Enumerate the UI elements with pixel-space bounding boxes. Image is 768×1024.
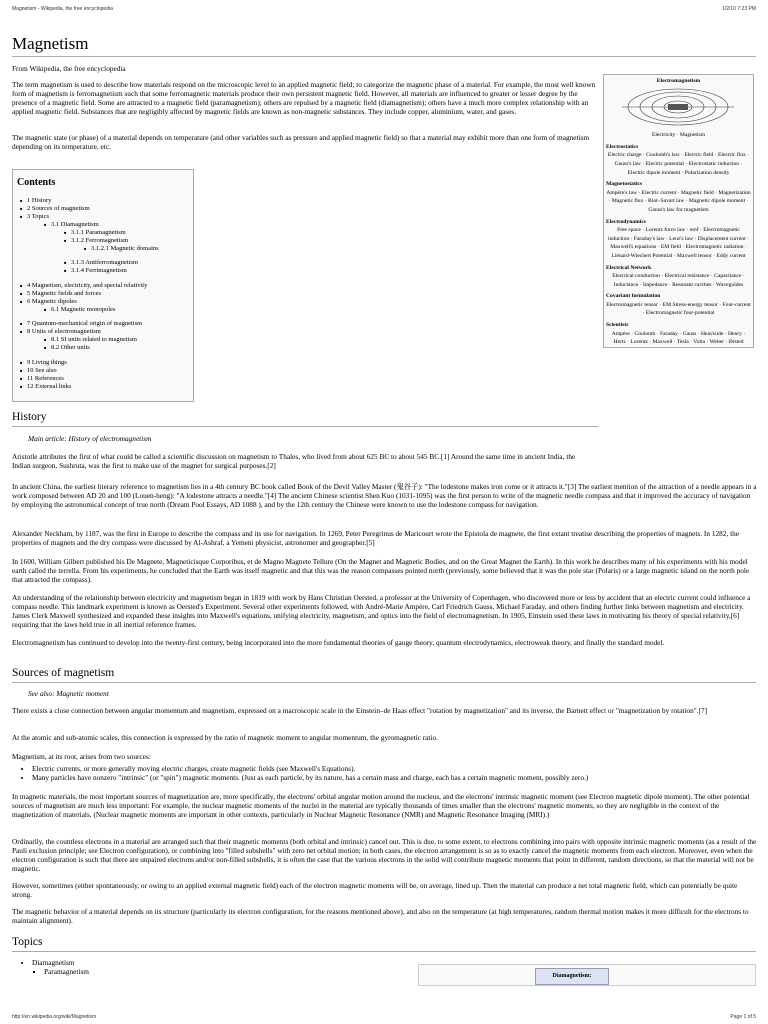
topics-list [32, 958, 412, 976]
main-article-link[interactable]: Main article: History of electromagnetism [28, 434, 152, 443]
header-datetime: 1/2/10 7:23 PM [722, 6, 756, 12]
infobox-section-links[interactable]: Electromagnetic tensor · EM Stress-energy tensor · Four-current · Electromagnetic four-potential [606, 301, 751, 317]
history-paragraph-4: In 1600, William Gilbert published his De Magnete, Magneticisque Corporibus, et de Magno Magnete Tellure (On the Magnet and Magnetic Bodies, and on the Great Magnet the Earth). In this work he describes many of his experiments with his model earth called the terrella. From his experiments, he concluded that the Earth was itself magnetic and that this was the reason compasses pointed north (previously, some believed that it was the pole star (Polaris) or a large magnetic island on the north pole that attracted the compass). [12, 557, 750, 584]
toc-title: Contents [17, 177, 56, 188]
see-also-link[interactable]: See also: Magnetic moment [28, 689, 109, 698]
section-divider [12, 426, 598, 427]
list-item: • Many particles have nonzero "intrinsic" (or "spin") magnetic moments. (Just as each particle, by its nature, has a certain mass and charge, each has a certain magnetic moment, possibly zero.) [32, 773, 767, 782]
toc-item[interactable]: ■ 8.2 Other units [51, 344, 90, 352]
toc-item[interactable]: ■ 9 Living things [27, 359, 67, 367]
history-paragraph-6: Electromagnetism has continued to develop into the twenty-first century, being incorporated into the more fundamental theories of gauge theory, quantum electrodynamics, electroweak theory, and finally the standard model. [12, 638, 665, 647]
list-item[interactable]: ▪ Paramagnetism [44, 967, 412, 976]
sources-paragraph-5: Ordinarily, the countless electrons in a material are arranged such that their magnetic moments (both orbital and intrinsic) cancel out. This is due, to some extent, to electrons combining into pairs with opposite intrinsic magnetic moments (as a result of the Pauli exclusion principle; see Electron configuration), or combining into "filled subshells" with zero net orbital motion; in both cases, the electron arrangement is so as to exactly cancel the magnetic moments from each electron. Moreover, even when the electron configuration is such that there are unpaired electrons and/or non-filled subshells, it is often the case that the various electrons in the solid will contribute magnetic moments that point in different, random directions, so that the material will not be magnetic. [12, 837, 757, 873]
footer-page-number: Page 1 of 5 [730, 1014, 756, 1020]
toc-item[interactable]: ■ 3.1.1 Paramagnetism [71, 229, 126, 237]
print-footer [12, 1014, 756, 1020]
sources-paragraph-4: In magnetic materials, the most important sources of magnetization are, more specifically, the electrons' orbital angular motion around the nucleus, and the electrons' intrinsic magnetic moment (see Electron magnetic dipole moment). The other potential sources of magnetism are much less important: For example, the nuclear magnetic moments of the nuclei in the material are typically thousands of times smaller than the electrons' magnetic moments, so they are negligible in the context of the magnetization of materials. (Nuclear magnetic moments are important in other contexts, particularly in Nuclear Magnetic Resonance (NMR) and Magnetic Resonance Imaging (MRI).) [12, 792, 750, 819]
title-divider [12, 56, 756, 57]
toc-item[interactable]: ■ 4 Magnetism, electricity, and special relativity [27, 282, 147, 290]
table-of-contents [12, 169, 194, 402]
infobox-section-heading: Magnetostatics [606, 181, 643, 188]
footer-url: http://en.wikipedia.org/wiki/Magnetism [12, 1014, 97, 1020]
sources-paragraph-7: The magnetic behavior of a material depends on its structure (particularly its electron configuration, for the reasons mentioned above), and also on the temperature (at high temperatures, random thermal motion makes it more difficult for the electrons to maintain alignment). [12, 907, 749, 925]
diamagnetism-figure [418, 964, 756, 986]
toc-item[interactable]: ■ 11 References [27, 375, 64, 383]
infobox-section-links[interactable]: Ampère · Coulomb · Faraday · Gauss · Heaviside · Henry · Hertz · Lorentz · Maxwell · Tesla · Volta · Weber · Ørsted [611, 330, 746, 346]
toc-item[interactable]: ■ 3 Topics [27, 213, 49, 221]
magnetic-field-lines-icon [604, 86, 753, 128]
toc-item[interactable]: ■ 3.1.2.1 Magnetic domains [91, 245, 159, 253]
print-header [12, 6, 756, 12]
infobox-caption[interactable]: Electricity · Magnetism [651, 132, 706, 139]
infobox-title[interactable]: Electromagnetism [656, 78, 701, 84]
toc-item[interactable]: ■ 5 Magnetic fields and forces [27, 290, 101, 298]
page-title: Magnetism [12, 34, 89, 53]
list-item: • Electric currents, or more generally moving electric charges, create magnetic fields (see Maxwell's Equations). [32, 764, 767, 773]
section-divider [12, 951, 756, 952]
toc-item[interactable]: ■ 8.1 SI units related to magnetism [51, 336, 137, 344]
electromagnetism-infobox [603, 74, 754, 348]
sources-paragraph-6: However, sometimes (either spontaneously, or owing to an applied external magnetic field) each of the electron magnetic moments will be, on average, lined up. Then the material can produce a net total magnetic field, which can potentially be quite strong. [12, 881, 738, 899]
toc-item[interactable]: ■ 8 Units of electromagnetism [27, 328, 101, 336]
toc-item[interactable]: ■ 3.1 Diamagnetism [51, 221, 99, 229]
toc-item[interactable]: ■ 12 External links [27, 383, 71, 391]
history-paragraph-3: Alexander Neckham, by 1187, was the first in Europe to describe the compass and its use for navigation. In 1269, Peter Peregrinus de Maricourt wrote the Epistola de magnete, the first extant treatise describing the properties of magnets. In 1282, the properties of magnets and the dry compass were discussed by Al-Ashraf, a Yemeni physicist, astronomer and geographer.[5] [12, 529, 739, 547]
toc-item[interactable]: ■ 6 Magnetic dipoles [27, 298, 77, 306]
toc-item[interactable]: ■ 7 Quantum-mechanical origin of magnetism [27, 320, 142, 328]
infobox-section-links[interactable]: Ampère's law · Electric current · Magnetic field · Magnetization · Magnetic flux · Biot–Savart law · Magnetic dipole moment · Gauss's law for magnetism [606, 189, 751, 213]
history-paragraph-2: In ancient China, the earliest literary reference to magnetism lies in a 4th century BC book called Book of the Devil Valley Master (鬼谷子): "The lodestone makes iron come or it attracts it."[3] The earliest mention of the attraction of a needle appears in a work composed between AD 20 and 100 (Louen-heng): "A lodestone attracts a needle."[4] The ancient Chinese scientist Shen Kuo (1031-1095) was the first person to write of the magnetic needle compass and that it improved the accuracy of navigation by employing the astronomical concept of true north (Dream Pool Essays, AD 1088 ), and by the 12th century the Chinese were known to use the lodestone compass for navigation. [12, 482, 757, 509]
intro-paragraph-1: The term magnetism is used to describe how materials respond on the microscopic level to an applied magnetic field; to categorize the magnetic phase of a material. For example, the most well known form of magnetism is ferromagnetism such that some ferromagnetic materials produce their own persistent magnetic field. However, all materials are influenced to greater or lesser degree by the presence of a magnetic field. Some are attracted to a magnetic field (paramagnetism); others are repulsed by a magnetic field (diamagnetism); others have a much more complex relationship with an applied magnetic field. Substances that are negligibly affected by magnetic fields are known as non-magnetic substances. They include copper, aluminium, water, and gases. [12, 80, 596, 116]
toc-item[interactable]: ■ 2 Sources of magnetism [27, 205, 90, 213]
infobox-section-heading: Electrodynamics [606, 218, 646, 225]
history-paragraph-5: An understanding of the relationship between electricity and magnetism began in 1819 with work by Hans Christian Oersted, a professor at the University of Copenhagen, who discovered more or less by accident that an electric current could influence a compass needle. This landmark experiment is known as Oersted's Experiment. Several other experiments followed, with André-Marie Ampère, Carl Friedrich Gauss, Michael Faraday, and others finding further links between magnetism and electricity. James Clerk Maxwell synthesized and expanded these insights into Maxwell's equations, unifying electricity, magnetism, and optics into the field of electromagnetism. In 1905, Einstein used these laws in motivating his theory of special relativity,[6] requiring that the laws held true in all inertial reference frames. [12, 593, 751, 629]
infobox-section-links[interactable]: Electrical conduction · Electrical resistance · Capacitance · Inductance · Impedance · Resonant cavities · Waveguides [612, 273, 745, 288]
list-item[interactable]: • Diamagnetism [32, 958, 412, 967]
infobox-section-heading: Electrostatics [606, 143, 639, 150]
header-page-title: Magnetism - Wikipedia, the free encyclopedia [12, 6, 113, 12]
section-heading-sources: Sources of magnetism [12, 667, 115, 679]
toc-item[interactable]: ■ 6.1 Magnetic monopoles [51, 306, 115, 314]
sources-paragraph-2: At the atomic and sub-atomic scales, this connection is expressed by the ratio of magnetic moment to angular momentum, the gyromagnetic ratio. [12, 733, 438, 742]
from-line: From Wikipedia, the free encyclopedia [12, 64, 126, 73]
sources-bullet-list [32, 764, 767, 782]
sources-paragraph-1: There exists a close connection between angular momentum and magnetism, expressed on a macroscopic scale in the Einstein–de Haas effect "rotation by magnetization" and its inverse, the Barnett effect or "magnetization by rotation".[7] [12, 706, 708, 715]
toc-item[interactable]: ■ 10 See also [27, 367, 57, 375]
sources-paragraph-3: Magnetism, at its root, arises from two sources: [12, 752, 151, 761]
infobox-section-links[interactable]: Free space · Lorentz force law · emf · Electromagnetic induction · Faraday's law · Lenz's law · Displacement current · Maxwell's equations · EM field · Electromagnetic radiation · Liénard-Wiechert Potential · Maxwell tensor · Eddy current [608, 227, 749, 259]
diamagnetism-figure-label: Diamagnetism: [535, 968, 609, 985]
section-heading-topics: Topics [12, 936, 43, 948]
infobox-section-heading: Electrical Network [606, 264, 652, 271]
toc-item[interactable]: ■ 3.1.3 Antiferromagnetism [71, 259, 138, 267]
toc-item[interactable]: ■ 3.1.2 Ferromagnetism [71, 237, 128, 245]
infobox-section-heading: Scientists [606, 322, 629, 329]
section-heading-history: History [12, 411, 47, 423]
section-divider [12, 682, 756, 683]
infobox-section-links[interactable]: Electric charge · Coulomb's law · Electric field · Electric flux · Gauss's law · Electric potential · Electrostatic induction · Electric dipole moment · Polarization density [607, 152, 750, 176]
infobox-section-heading: Covariant formulation [606, 293, 661, 300]
toc-item[interactable]: ■ 3.1.4 Ferrimagnetism [71, 267, 127, 275]
history-paragraph-1: Aristotle attributes the first of what could be called a scientific discussion on magnetism to Thales, who lived from about 625 BC to about 545 BC.[1] Around the same time in ancient India, the Indian surgeon, Sushruta, was the first to make use of the magnet for surgical purposes.[2] [12, 452, 576, 470]
intro-paragraph-2: The magnetic state (or phase) of a material depends on temperature (and other variables such as pressure and applied magnetic field) so that a material may exhibit more than one form of magnetism depending on its temperature, etc. [12, 133, 590, 151]
toc-item[interactable]: ■ 1 History [27, 197, 51, 205]
